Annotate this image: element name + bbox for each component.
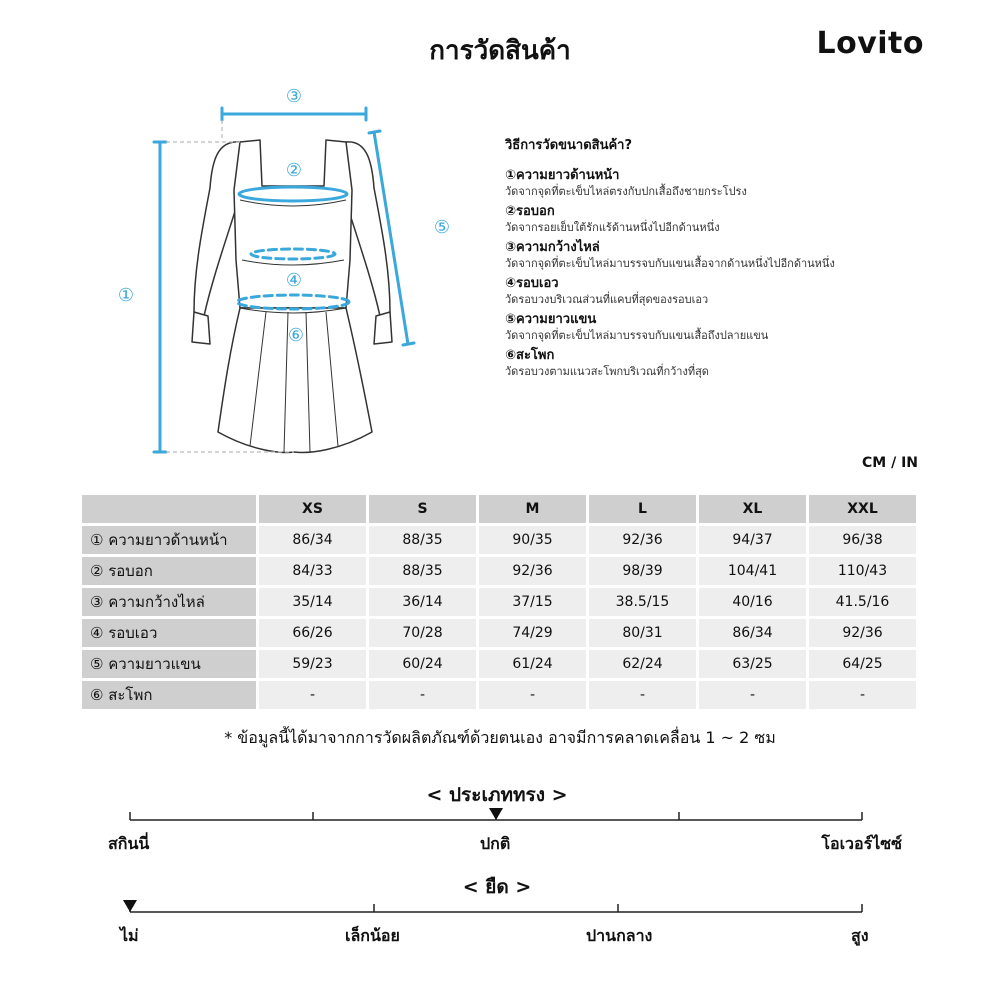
guide-item <box>505 275 925 307</box>
size-header: L <box>589 495 696 523</box>
table-cell: 61/24 <box>479 650 586 678</box>
table-row <box>82 619 916 647</box>
table-row <box>82 588 916 616</box>
stretch-label-none: ไม่ <box>120 926 139 945</box>
guide-item <box>505 311 925 343</box>
size-header: XS <box>259 495 366 523</box>
table-cell: 38.5/15 <box>589 588 696 616</box>
row-label: ① ความยาวด้านหน้า <box>82 526 256 554</box>
stretch-label-medium: ปานกลาง <box>586 926 653 945</box>
fit-label-skinny: สกินนี่ <box>108 834 150 853</box>
table-cell: 36/14 <box>369 588 476 616</box>
table-cell: - <box>699 681 806 709</box>
marker-sleeve-length: ⑤ <box>433 217 451 238</box>
row-label: ④ รอบเอว <box>82 619 256 647</box>
dress-measurement-diagram <box>90 80 480 470</box>
fit-scale-selected-marker <box>489 808 503 820</box>
stretch-scale-selected-marker <box>123 900 137 912</box>
table-row <box>82 526 916 554</box>
table-cell: 104/41 <box>699 557 806 585</box>
table-cell: 88/35 <box>369 526 476 554</box>
fit-scale <box>120 808 880 832</box>
fit-label-oversized: โอเวอร์ไซซ์ <box>821 834 902 853</box>
stretch-scale-title: < ยืด > <box>462 876 532 898</box>
marker-shoulder-width: ③ <box>285 86 303 107</box>
table-cell: 70/28 <box>369 619 476 647</box>
table-row <box>82 557 916 585</box>
table-cell: - <box>259 681 366 709</box>
table-cell: 74/29 <box>479 619 586 647</box>
table-cell: 40/16 <box>699 588 806 616</box>
table-cell: 60/24 <box>369 650 476 678</box>
guide-item-title: ⑤ความยาวแขน <box>505 312 597 327</box>
row-label: ② รอบอก <box>82 557 256 585</box>
table-header-row <box>82 495 916 523</box>
page-title: การวัดสินค้า <box>429 36 571 66</box>
marker-front-length: ① <box>117 285 135 306</box>
row-label: ⑤ ความยาวแขน <box>82 650 256 678</box>
fit-label-regular: ปกติ <box>480 834 511 853</box>
guide-item-desc: วัดจากจุดที่ตะเข็บไหล่ตรงกับปกเสื้อถึงชายกระโปรง <box>505 185 747 198</box>
table-cell: 96/38 <box>809 526 916 554</box>
guide-item <box>505 203 925 235</box>
measurement-guide <box>505 134 925 383</box>
table-row <box>82 650 916 678</box>
table-cell: 62/24 <box>589 650 696 678</box>
table-cell: - <box>809 681 916 709</box>
table-cell: 92/36 <box>589 526 696 554</box>
table-cell: 37/15 <box>479 588 586 616</box>
table-cell: 84/33 <box>259 557 366 585</box>
unit-label: CM / IN <box>862 455 918 471</box>
marker-hip: ⑥ <box>287 325 305 346</box>
table-cell: 66/26 <box>259 619 366 647</box>
table-cell: 98/39 <box>589 557 696 585</box>
table-cell: 80/31 <box>589 619 696 647</box>
guide-heading: วิธีการวัดขนาดสินค้า? <box>505 138 633 153</box>
guide-item <box>505 239 925 271</box>
table-cell: 94/37 <box>699 526 806 554</box>
table-cell: - <box>479 681 586 709</box>
guide-item-title: ②รอบอก <box>505 204 555 219</box>
table-cell: 63/25 <box>699 650 806 678</box>
table-cell: 110/43 <box>809 557 916 585</box>
table-cell: - <box>369 681 476 709</box>
table-cell: - <box>589 681 696 709</box>
stretch-label-slight: เล็กน้อย <box>345 926 400 945</box>
guide-item-title: ③ความกว้างไหล่ <box>505 240 600 255</box>
table-row <box>82 681 916 709</box>
table-cell: 92/36 <box>479 557 586 585</box>
table-cell: 35/14 <box>259 588 366 616</box>
guide-item-desc: วัดจากรอยเย็บใต้รักแร้ด้านหนึ่งไปอีกด้านหนึ่ง <box>505 221 720 234</box>
guide-item <box>505 167 925 199</box>
fit-scale-title: < ประเภททรง > <box>426 784 568 806</box>
stretch-scale <box>120 900 880 924</box>
table-corner <box>82 495 256 523</box>
row-label: ⑥ สะโพก <box>82 681 256 709</box>
size-header: M <box>479 495 586 523</box>
row-label: ③ ความกว้างไหล่ <box>82 588 256 616</box>
guide-item-desc: วัดรอบวงตามแนวสะโพกบริเวณที่กว้างที่สุด <box>505 365 709 378</box>
table-cell: 41.5/16 <box>809 588 916 616</box>
table-cell: 64/25 <box>809 650 916 678</box>
table-cell: 59/23 <box>259 650 366 678</box>
marker-bust: ② <box>285 160 303 181</box>
table-cell: 90/35 <box>479 526 586 554</box>
guide-item-title: ①ความยาวด้านหน้า <box>505 168 620 183</box>
guide-item-desc: วัดรอบวงบริเวณส่วนที่แคบที่สุดของรอบเอว <box>505 293 709 306</box>
brand-logo: Lovito <box>816 26 924 61</box>
table-cell: 86/34 <box>699 619 806 647</box>
size-header: XL <box>699 495 806 523</box>
measurement-footnote: * ข้อมูลนี้ได้มาจากการวัดผลิตภัณฑ์ด้วยตนเอง อาจมีการคลาดเคลื่อน 1 ~ 2 ซม <box>224 728 776 747</box>
guide-item <box>505 347 925 379</box>
table-cell: 92/36 <box>809 619 916 647</box>
size-table <box>79 492 919 712</box>
guide-item-desc: วัดจากจุดที่ตะเข็บไหล่มาบรรจบกับแขนเสื้อถึงปลายแขน <box>505 329 769 342</box>
table-cell: 88/35 <box>369 557 476 585</box>
guide-item-title: ⑥สะโพก <box>505 348 555 363</box>
stretch-label-high: สูง <box>851 926 869 945</box>
size-header: S <box>369 495 476 523</box>
size-header: XXL <box>809 495 916 523</box>
guide-item-title: ④รอบเอว <box>505 276 559 291</box>
table-cell: 86/34 <box>259 526 366 554</box>
guide-item-desc: วัดจากจุดที่ตะเข็บไหล่มาบรรจบกับแขนเสื้อจากด้านหนึ่งไปอีกด้านหนึ่ง <box>505 257 835 270</box>
marker-waist: ④ <box>285 270 303 291</box>
